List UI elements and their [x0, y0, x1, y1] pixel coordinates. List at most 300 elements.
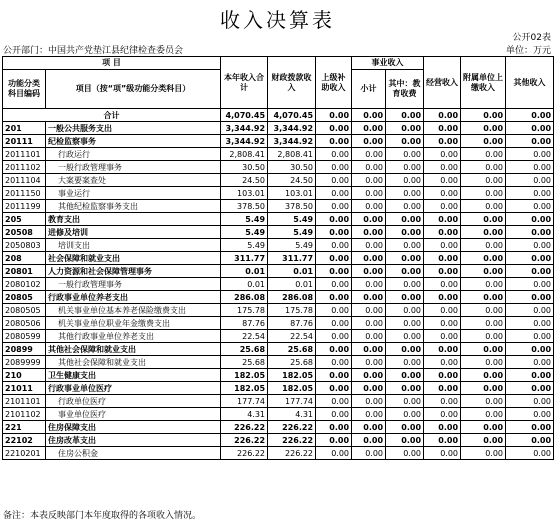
row-value: 0.00	[424, 265, 461, 278]
row-value: 0.00	[461, 239, 506, 252]
row-value: 0.00	[352, 135, 386, 148]
row-name: 行政运行	[58, 149, 90, 159]
row-value: 0.00	[352, 161, 386, 174]
row-value: 0.00	[506, 265, 554, 278]
table-row	[3, 148, 554, 161]
row-name-cell	[46, 421, 221, 434]
table-row	[3, 330, 554, 343]
row-code: 2080506	[3, 317, 46, 330]
row-name: 社会保障和就业支出	[48, 253, 120, 263]
row-value: 0.00	[316, 213, 352, 226]
table-row	[3, 239, 554, 252]
row-value: 0.00	[424, 356, 461, 369]
income-table	[2, 56, 554, 460]
row-value: 0.00	[461, 187, 506, 200]
row-value: 0.00	[424, 447, 461, 460]
row-name: 卫生健康支出	[48, 370, 96, 380]
row-value: 182.05	[268, 382, 316, 395]
row-value: 5.49	[268, 226, 316, 239]
row-value: 0.00	[352, 278, 386, 291]
row-value: 226.22	[268, 421, 316, 434]
row-value: 0.00	[424, 161, 461, 174]
row-name-cell	[46, 395, 221, 408]
row-name: 进修及培训	[48, 227, 88, 237]
row-value: 103.01	[268, 187, 316, 200]
total-cell: 4,070.45	[268, 109, 316, 122]
row-name: 事业运行	[58, 188, 90, 198]
row-value: 0.00	[461, 421, 506, 434]
total-cell: 4,070.45	[221, 109, 268, 122]
row-value: 0.00	[424, 226, 461, 239]
row-code: 2011102	[3, 161, 46, 174]
row-code: 2011104	[3, 174, 46, 187]
row-value: 0.00	[461, 395, 506, 408]
row-value: 0.00	[461, 291, 506, 304]
row-value: 0.00	[386, 148, 424, 161]
row-value: 24.50	[221, 174, 268, 187]
total-cell: 0.00	[316, 109, 352, 122]
row-value: 0.00	[352, 369, 386, 382]
table-row	[3, 421, 554, 434]
total-cell: 0.00	[461, 109, 506, 122]
row-code: 20805	[3, 291, 46, 304]
row-value: 0.01	[268, 265, 316, 278]
row-value: 0.00	[352, 395, 386, 408]
row-name: 其他社会保障和就业支出	[58, 357, 146, 367]
table-row	[3, 395, 554, 408]
row-value: 0.00	[461, 226, 506, 239]
row-name-cell	[46, 265, 221, 278]
row-value: 0.00	[352, 317, 386, 330]
row-value: 0.00	[316, 421, 352, 434]
total-cell: 0.00	[352, 109, 386, 122]
row-code: 2011101	[3, 148, 46, 161]
row-value: 0.00	[461, 278, 506, 291]
row-code: 22102	[3, 434, 46, 447]
row-value: 25.68	[221, 343, 268, 356]
row-value: 0.00	[386, 421, 424, 434]
header-other: 其他收入	[506, 57, 554, 109]
row-value: 0.00	[386, 239, 424, 252]
header-affiliated: 附属单位上缴收入	[461, 57, 506, 109]
row-value: 0.00	[424, 434, 461, 447]
row-code: 210	[3, 369, 46, 382]
row-value: 0.00	[461, 434, 506, 447]
row-value: 0.00	[506, 174, 554, 187]
row-value: 226.22	[268, 434, 316, 447]
total-cell: 0.00	[386, 109, 424, 122]
row-value: 0.00	[316, 356, 352, 369]
row-value: 0.00	[386, 213, 424, 226]
row-name: 其他行政事业单位养老支出	[58, 331, 154, 341]
row-value: 0.00	[352, 174, 386, 187]
row-value: 311.77	[221, 252, 268, 265]
row-value: 0.00	[352, 382, 386, 395]
total-label: 合计	[3, 109, 221, 122]
table-row	[3, 278, 554, 291]
table-row	[3, 174, 554, 187]
row-value: 0.00	[461, 135, 506, 148]
form-number: 公开02表	[512, 33, 551, 43]
row-value: 0.00	[352, 213, 386, 226]
table-row	[3, 343, 554, 356]
row-value: 0.00	[461, 148, 506, 161]
row-name-cell	[46, 408, 221, 421]
row-name: 教育支出	[48, 214, 80, 224]
table-row	[3, 369, 554, 382]
total-cell: 0.00	[506, 109, 554, 122]
row-value: 0.00	[506, 122, 554, 135]
row-value: 0.00	[461, 408, 506, 421]
row-value: 0.01	[221, 278, 268, 291]
row-value: 175.78	[221, 304, 268, 317]
row-value: 0.00	[316, 187, 352, 200]
row-value: 25.68	[268, 356, 316, 369]
row-value: 0.00	[506, 278, 554, 291]
row-value: 0.00	[424, 330, 461, 343]
row-value: 30.50	[221, 161, 268, 174]
row-value: 103.01	[221, 187, 268, 200]
row-name: 大案要案查处	[58, 175, 106, 185]
row-value: 0.00	[461, 161, 506, 174]
row-name: 住房改革支出	[48, 435, 96, 445]
row-value: 0.00	[424, 239, 461, 252]
header-project: 项 目	[3, 57, 221, 70]
page-title: 收入决算表	[220, 8, 335, 32]
row-value: 0.00	[316, 395, 352, 408]
row-name-cell	[46, 213, 221, 226]
row-name: 纪检监察事务	[48, 136, 96, 146]
row-value: 25.68	[268, 343, 316, 356]
row-value: 0.00	[424, 408, 461, 421]
row-value: 87.76	[221, 317, 268, 330]
row-value: 0.00	[506, 369, 554, 382]
row-name-cell	[46, 187, 221, 200]
row-value: 5.49	[268, 213, 316, 226]
row-value: 0.00	[316, 148, 352, 161]
row-value: 2,808.41	[221, 148, 268, 161]
row-name: 住房公积金	[58, 448, 98, 458]
row-value: 378.50	[268, 200, 316, 213]
row-value: 5.49	[268, 239, 316, 252]
row-value: 182.05	[268, 369, 316, 382]
row-value: 0.00	[316, 291, 352, 304]
row-value: 0.00	[316, 239, 352, 252]
row-value: 0.00	[424, 148, 461, 161]
row-value: 177.74	[221, 395, 268, 408]
row-value: 0.00	[386, 369, 424, 382]
row-code: 21011	[3, 382, 46, 395]
row-value: 22.54	[268, 330, 316, 343]
row-value: 0.00	[424, 187, 461, 200]
row-name-cell	[46, 278, 221, 291]
row-code: 208	[3, 252, 46, 265]
row-name: 机关事业单位职业年金缴费支出	[58, 318, 170, 328]
row-name: 其他社会保障和就业支出	[48, 344, 136, 354]
row-value: 2,808.41	[268, 148, 316, 161]
row-value: 0.00	[352, 291, 386, 304]
row-value: 0.00	[386, 317, 424, 330]
row-value: 0.00	[506, 291, 554, 304]
row-name: 行政单位医疗	[58, 396, 106, 406]
row-name-cell	[46, 200, 221, 213]
row-value: 0.00	[316, 161, 352, 174]
table-row	[3, 447, 554, 460]
row-value: 226.22	[221, 421, 268, 434]
row-value: 0.00	[506, 304, 554, 317]
row-value: 0.00	[316, 343, 352, 356]
row-value: 0.00	[461, 252, 506, 265]
table-row	[3, 187, 554, 200]
row-value: 0.00	[506, 421, 554, 434]
row-name-cell	[46, 369, 221, 382]
table-row	[3, 200, 554, 213]
row-name-cell	[46, 382, 221, 395]
row-code: 2210201	[3, 447, 46, 460]
row-value: 0.00	[506, 161, 554, 174]
row-value: 0.00	[316, 434, 352, 447]
row-name-cell	[46, 161, 221, 174]
row-value: 0.00	[506, 317, 554, 330]
row-name: 其他纪检监察事务支出	[58, 201, 138, 211]
row-name-cell	[46, 434, 221, 447]
row-value: 182.05	[221, 369, 268, 382]
row-value: 0.00	[424, 135, 461, 148]
row-code: 20111	[3, 135, 46, 148]
row-value: 0.00	[316, 265, 352, 278]
row-value: 0.00	[352, 239, 386, 252]
row-value: 30.50	[268, 161, 316, 174]
header-superior: 上级补助收入	[316, 57, 352, 109]
row-value: 0.00	[506, 148, 554, 161]
table-row	[3, 252, 554, 265]
row-code: 20899	[3, 343, 46, 356]
row-value: 0.00	[461, 382, 506, 395]
row-code: 2050803	[3, 239, 46, 252]
row-name-cell	[46, 291, 221, 304]
row-value: 177.74	[268, 395, 316, 408]
row-value: 0.00	[386, 174, 424, 187]
row-name-cell	[46, 252, 221, 265]
row-value: 0.01	[268, 278, 316, 291]
row-value: 0.00	[424, 343, 461, 356]
row-value: 0.00	[386, 200, 424, 213]
row-value: 0.00	[316, 317, 352, 330]
row-value: 0.00	[461, 343, 506, 356]
row-value: 0.00	[352, 187, 386, 200]
row-value: 0.00	[506, 252, 554, 265]
row-value: 0.00	[316, 135, 352, 148]
row-value: 0.00	[461, 174, 506, 187]
row-value: 0.00	[352, 148, 386, 161]
row-value: 0.00	[424, 382, 461, 395]
row-name: 一般公共服务支出	[48, 123, 112, 133]
row-value: 175.78	[268, 304, 316, 317]
row-value: 0.00	[386, 356, 424, 369]
row-value: 0.00	[386, 395, 424, 408]
row-name: 住房保障支出	[48, 422, 96, 432]
row-value: 0.00	[352, 330, 386, 343]
row-value: 0.00	[424, 252, 461, 265]
row-value: 3,344.92	[221, 135, 268, 148]
row-value: 0.00	[386, 382, 424, 395]
row-name-cell	[46, 148, 221, 161]
header-business-group: 事业收入	[352, 57, 424, 70]
total-row	[3, 109, 554, 122]
row-value: 0.00	[506, 356, 554, 369]
row-name-cell	[46, 356, 221, 369]
row-value: 5.49	[221, 239, 268, 252]
row-value: 0.00	[424, 174, 461, 187]
table-row	[3, 304, 554, 317]
row-value: 0.00	[424, 122, 461, 135]
row-value: 0.00	[386, 434, 424, 447]
row-value: 0.00	[461, 447, 506, 460]
row-value: 0.00	[506, 330, 554, 343]
table-row	[3, 265, 554, 278]
unit-label: 单位：万元	[505, 46, 551, 56]
row-value: 3,344.92	[268, 135, 316, 148]
row-value: 0.00	[352, 304, 386, 317]
row-value: 0.00	[352, 356, 386, 369]
row-code: 20801	[3, 265, 46, 278]
row-value: 0.00	[424, 421, 461, 434]
row-value: 0.00	[506, 408, 554, 421]
table-row	[3, 135, 554, 148]
row-code: 2080102	[3, 278, 46, 291]
row-value: 286.08	[221, 291, 268, 304]
row-value: 0.00	[352, 252, 386, 265]
row-value: 0.00	[386, 447, 424, 460]
department-label: 公开部门：中国共产党垫江县纪律检查委员会	[3, 46, 184, 56]
table-row	[3, 213, 554, 226]
row-value: 0.00	[386, 408, 424, 421]
row-name: 一般行政管理事务	[58, 279, 122, 289]
row-value: 0.00	[461, 304, 506, 317]
row-value: 0.00	[352, 200, 386, 213]
row-code: 2080505	[3, 304, 46, 317]
row-value: 0.00	[506, 213, 554, 226]
row-value: 0.00	[461, 122, 506, 135]
row-value: 0.00	[316, 174, 352, 187]
row-value: 0.00	[316, 200, 352, 213]
row-value: 0.00	[316, 447, 352, 460]
row-name: 人力资源和社会保障管理事务	[48, 266, 152, 276]
table-row	[3, 382, 554, 395]
row-name: 机关事业单位基本养老保险缴费支出	[58, 305, 186, 315]
header-operating: 经营收入	[424, 57, 461, 109]
row-name-cell	[46, 122, 221, 135]
row-value: 0.00	[461, 330, 506, 343]
row-value: 3,344.92	[268, 122, 316, 135]
row-value: 0.00	[461, 200, 506, 213]
row-value: 0.00	[461, 356, 506, 369]
row-value: 226.22	[221, 434, 268, 447]
row-value: 0.00	[424, 395, 461, 408]
row-value: 0.00	[386, 252, 424, 265]
row-value: 0.00	[352, 343, 386, 356]
table-row	[3, 226, 554, 239]
row-value: 0.00	[506, 226, 554, 239]
row-code: 2089999	[3, 356, 46, 369]
row-value: 0.00	[316, 226, 352, 239]
row-value: 0.00	[506, 135, 554, 148]
row-value: 0.00	[424, 278, 461, 291]
row-value: 0.00	[352, 421, 386, 434]
row-value: 0.00	[386, 343, 424, 356]
row-code: 2011150	[3, 187, 46, 200]
row-value: 182.05	[221, 382, 268, 395]
row-name-cell	[46, 330, 221, 343]
row-value: 0.00	[506, 382, 554, 395]
header-name: 项目（按“项”级功能分类科目）	[46, 70, 221, 109]
row-value: 0.00	[352, 122, 386, 135]
header-total: 本年收入合计	[221, 57, 268, 109]
row-value: 0.00	[316, 278, 352, 291]
row-value: 0.00	[506, 447, 554, 460]
row-value: 0.00	[424, 369, 461, 382]
row-value: 0.00	[424, 200, 461, 213]
row-value: 286.08	[268, 291, 316, 304]
row-value: 0.00	[316, 330, 352, 343]
row-value: 0.00	[352, 447, 386, 460]
row-code: 2080599	[3, 330, 46, 343]
row-value: 0.00	[386, 291, 424, 304]
row-value: 0.00	[386, 161, 424, 174]
row-value: 0.00	[386, 226, 424, 239]
row-value: 0.00	[352, 408, 386, 421]
row-value: 0.00	[461, 317, 506, 330]
table-row	[3, 356, 554, 369]
total-cell: 0.00	[424, 109, 461, 122]
row-value: 0.00	[461, 213, 506, 226]
row-value: 0.00	[352, 434, 386, 447]
row-value: 0.00	[316, 304, 352, 317]
header-edu-fee: 其中：教育收费	[386, 70, 424, 109]
row-code: 221	[3, 421, 46, 434]
row-value: 0.00	[424, 317, 461, 330]
row-name: 培训支出	[58, 240, 90, 250]
row-value: 0.00	[386, 330, 424, 343]
row-value: 25.68	[221, 356, 268, 369]
table-row	[3, 317, 554, 330]
row-value: 0.00	[386, 187, 424, 200]
row-value: 0.00	[316, 382, 352, 395]
table-row	[3, 291, 554, 304]
row-value: 0.00	[316, 408, 352, 421]
row-value: 0.00	[386, 304, 424, 317]
row-value: 0.00	[424, 291, 461, 304]
row-name: 一般行政管理事务	[58, 162, 122, 172]
row-value: 87.76	[268, 317, 316, 330]
row-name-cell	[46, 174, 221, 187]
row-value: 0.00	[352, 226, 386, 239]
row-value: 0.00	[506, 395, 554, 408]
row-name: 行政事业单位医疗	[48, 383, 112, 393]
row-code: 20508	[3, 226, 46, 239]
row-value: 0.00	[316, 122, 352, 135]
row-value: 0.00	[461, 369, 506, 382]
row-value: 311.77	[268, 252, 316, 265]
table-row	[3, 408, 554, 421]
row-code: 201	[3, 122, 46, 135]
row-value: 378.50	[221, 200, 268, 213]
row-code: 2011199	[3, 200, 46, 213]
row-value: 0.00	[506, 343, 554, 356]
row-name-cell	[46, 317, 221, 330]
row-value: 0.00	[386, 278, 424, 291]
row-value: 0.00	[506, 434, 554, 447]
